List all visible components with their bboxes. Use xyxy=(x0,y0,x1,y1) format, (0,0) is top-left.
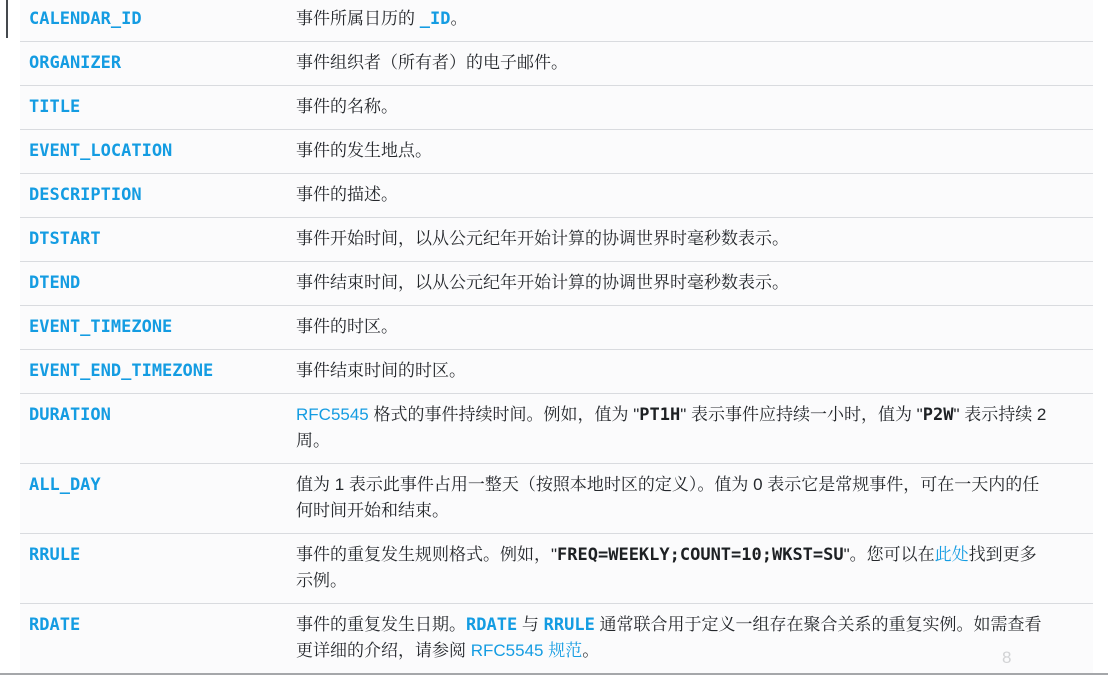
column-description-cell xyxy=(296,130,1053,173)
table-row xyxy=(20,534,1093,604)
columns-table xyxy=(20,0,1093,673)
column-description-cell xyxy=(296,604,1053,673)
column-name-cell xyxy=(20,350,296,393)
column-name-link[interactable]: EVENT_END_TIMEZONE xyxy=(29,361,214,381)
inline-code: P2W xyxy=(922,405,954,425)
inline-code: FREQ=WEEKLY;COUNT=10;WKST=SU xyxy=(557,545,844,565)
table-row xyxy=(20,174,1093,218)
column-name-cell xyxy=(20,604,296,647)
column-name-link[interactable]: ORGANIZER xyxy=(29,53,122,73)
description-text: 事件组织者（所有者）的电子邮件。 xyxy=(296,53,568,72)
table-row xyxy=(20,306,1093,350)
column-description-cell xyxy=(296,262,1053,305)
inline-code-link[interactable]: RDATE xyxy=(466,615,518,635)
column-name-cell xyxy=(20,42,296,85)
table-row xyxy=(20,0,1093,42)
column-name-cell xyxy=(20,0,296,41)
column-name-link[interactable]: DTEND xyxy=(29,273,81,293)
column-description-cell xyxy=(296,534,1053,603)
column-name-cell xyxy=(20,464,296,507)
description-text: 事件结束时间的时区。 xyxy=(296,361,466,380)
description-text: 事件的重复发生规则格式。例如，" xyxy=(296,545,558,564)
table-row xyxy=(20,464,1093,534)
description-text: 格式的事件持续时间。例如，值为 " xyxy=(368,405,640,424)
column-name-cell xyxy=(20,394,296,437)
description-text: 通常联合用于定义一组存在聚合关系的重复实例。如需查看更详细的介绍，请参阅 xyxy=(296,615,1042,660)
table-row xyxy=(20,604,1093,673)
description-text: 。 xyxy=(582,641,600,660)
inline-code-link[interactable]: _ID xyxy=(419,9,451,29)
column-name-cell xyxy=(20,306,296,349)
column-name-link[interactable]: DTSTART xyxy=(29,229,101,249)
watermark-text: 8 xyxy=(1002,648,1012,667)
column-name-cell xyxy=(20,534,296,577)
column-name-link[interactable]: DESCRIPTION xyxy=(29,185,142,205)
table-row xyxy=(20,350,1093,394)
column-name-link[interactable]: ALL_DAY xyxy=(29,475,101,495)
column-name-link[interactable]: DURATION xyxy=(29,405,111,425)
inline-link[interactable]: 此处 xyxy=(934,545,969,564)
column-description-cell xyxy=(296,42,1053,85)
description-text: 。 xyxy=(450,9,468,28)
column-name-cell xyxy=(20,174,296,217)
column-description-cell xyxy=(296,86,1053,129)
inline-code: PT1H xyxy=(639,405,681,425)
column-name-link[interactable]: RDATE xyxy=(29,615,81,635)
description-text: 找到更多示例。 xyxy=(296,545,1037,590)
description-text: " 表示持续 2 周。 xyxy=(296,405,1047,450)
column-description-cell xyxy=(296,350,1053,393)
table-bottom-border xyxy=(0,673,1108,675)
column-name-cell xyxy=(20,86,296,129)
column-description-cell xyxy=(296,218,1053,261)
inline-link[interactable]: RFC5545 规范 xyxy=(470,641,583,660)
column-name-cell xyxy=(20,218,296,261)
column-description-cell xyxy=(296,174,1053,217)
table-row xyxy=(20,262,1093,306)
inline-code-link[interactable]: RRULE xyxy=(543,615,595,635)
column-name-link[interactable]: EVENT_LOCATION xyxy=(29,141,173,161)
column-name-link[interactable]: EVENT_TIMEZONE xyxy=(29,317,173,337)
table-row xyxy=(20,86,1093,130)
description-text: 事件的发生地点。 xyxy=(296,141,432,160)
table-row xyxy=(20,42,1093,86)
column-name-link[interactable]: TITLE xyxy=(29,97,81,117)
column-name-cell xyxy=(20,130,296,173)
column-name-link[interactable]: RRULE xyxy=(29,545,81,565)
description-text: 事件的时区。 xyxy=(296,317,398,336)
table-row xyxy=(20,130,1093,174)
description-text: 事件的描述。 xyxy=(296,185,398,204)
table-row xyxy=(20,394,1093,464)
description-text: 值为 1 表示此事件占用一整天（按照本地时区的定义）。值为 0 表示它是常规事件，可在一天内的任何时间开始和结束。 xyxy=(296,475,1040,520)
description-text: 事件所属日历的 xyxy=(296,9,420,28)
column-description-cell xyxy=(296,0,1053,41)
table-left-border-fragment xyxy=(6,0,8,38)
description-text: "。您可以在 xyxy=(843,545,935,564)
table-row xyxy=(20,218,1093,262)
description-text: " 表示事件应持续一小时，值为 " xyxy=(680,405,923,424)
column-name-cell xyxy=(20,262,296,305)
column-description-cell xyxy=(296,394,1053,463)
column-description-cell xyxy=(296,464,1053,533)
description-text: 事件的名称。 xyxy=(296,97,398,116)
inline-link[interactable]: RFC5545 xyxy=(296,405,369,424)
description-text: 事件结束时间，以从公元纪年开始计算的协调世界时毫秒数表示。 xyxy=(296,273,789,292)
column-description-cell xyxy=(296,306,1053,349)
description-text: 与 xyxy=(517,615,544,634)
description-text: 事件开始时间，以从公元纪年开始计算的协调世界时毫秒数表示。 xyxy=(296,229,789,248)
column-name-link[interactable]: CALENDAR_ID xyxy=(29,9,142,29)
description-text: 事件的重复发生日期。 xyxy=(296,615,466,634)
